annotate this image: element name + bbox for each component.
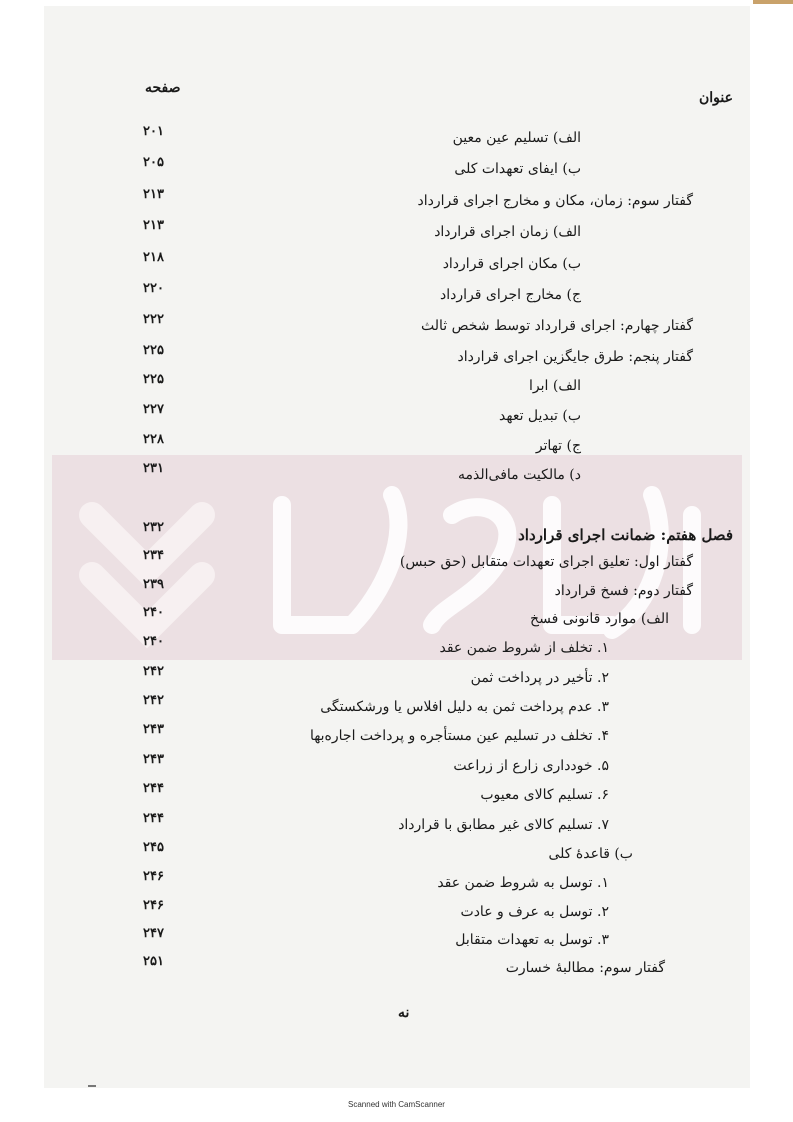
toc-row [0,312,793,336]
toc-entry: ۱. توسل به شروط ضمن عقد [437,875,609,891]
toc-page-number: ۲۴۵ [143,840,164,855]
toc-row [0,926,793,950]
toc-page-number: ۲۴۰ [143,634,164,649]
scanner-footer: Scanned with CamScanner [348,1100,445,1109]
toc-row [0,634,793,658]
toc-page-number: ۲۴۷ [143,926,164,941]
toc-page-number: ۲۴۳ [143,752,164,767]
toc-page-number: ۲۳۹ [143,577,164,592]
toc-entry: الف) تسلیم عین معین [452,130,581,146]
toc-page-number: ۲۳۲ [143,520,164,535]
toc-row [0,664,793,688]
toc-entry: ۲. توسل به عرف و عادت [460,904,609,920]
toc-entry: ج) تهاتر [535,438,581,454]
toc-entry: ج) مخارج اجرای قرارداد [440,287,581,303]
toc-page-number: ۲۴۶ [143,869,164,884]
toc-page-number: ۲۴۶ [143,898,164,913]
toc-row [0,752,793,776]
toc-entry: گفتار سوم: زمان، مکان و مخارج اجرای قرارداد [417,193,693,209]
toc-entry: الف) موارد قانونی فسخ [530,611,669,627]
toc-page-number: ۲۲۲ [143,312,164,327]
toc-page-number: ۲۱۳ [143,218,164,233]
toc-page-number: ۲۰۵ [143,155,164,170]
toc-row [0,954,793,978]
toc-entry: گفتار اول: تعلیق اجرای تعهدات متقابل (حق حبس) [399,554,693,570]
toc-entry: الف) زمان اجرای قرارداد [434,224,581,240]
toc-page-number: ۲۳۱ [143,461,164,476]
toc-row [0,811,793,835]
toc-entry: ب) تبدیل تعهد [499,408,581,424]
toc-entry: ۴. تخلف در تسلیم عین مستأجره و پرداخت اجاره‌بها [309,728,609,744]
toc-entry: ۲. تأخیر در پرداخت ثمن [470,670,609,686]
toc-row [0,124,793,148]
toc-page-number: ۲۰۱ [143,124,164,139]
toc-page-number: ۲۳۴ [143,548,164,563]
toc-entry: گفتار چهارم: اجرای قرارداد توسط شخص ثالث [420,318,693,334]
toc-page-number: ۲۲۵ [143,343,164,358]
toc-row-chapter [0,520,793,544]
toc-entry: ب) مکان اجرای قرارداد [442,256,581,272]
top-margin [0,0,793,6]
toc-row [0,155,793,179]
chapter-heading: فصل هفتم: ضمانت اجرای قرارداد [518,526,733,544]
toc-entry: ۵. خودداری زارع از زراعت [453,758,609,774]
toc-page-number: ۲۴۲ [143,664,164,679]
toc-row [0,343,793,367]
toc-row [0,281,793,305]
toc-row [0,693,793,717]
toc-entry: ۶. تسلیم کالای معیوب [480,787,609,803]
toc-entry: ۳. توسل به تعهدات متقابل [455,932,609,948]
column-header-page: صفحه [145,80,181,96]
toc-page-number: ۲۴۰ [143,605,164,620]
column-header-title: عنوان [699,90,733,106]
toc-row [0,869,793,893]
toc-row [0,548,793,572]
toc-entry: ب) قاعدهٔ کلی [548,846,633,862]
toc-row [0,218,793,242]
toc-entry: ب) ایفای تعهدات کلی [454,161,581,177]
scan-speck [88,1085,96,1087]
toc-page-number: ۲۲۸ [143,432,164,447]
toc-entry: گفتار سوم: مطالبهٔ خسارت [505,960,665,976]
page-number: نه [398,1005,410,1021]
toc-entry: د) مالکیت مافی‌الذمه [458,467,581,483]
toc-page-number: ۲۴۳ [143,722,164,737]
toc-entry: ۱. تخلف از شروط ضمن عقد [439,640,609,656]
toc-row [0,577,793,601]
toc-page-number: ۲۴۲ [143,693,164,708]
toc-row [0,840,793,864]
toc-page-number: ۲۱۳ [143,187,164,202]
toc-page-number: ۲۲۷ [143,402,164,417]
toc-page-number: ۲۲۵ [143,372,164,387]
corner-edge [753,0,793,4]
toc-page-number: ۲۵۱ [143,954,164,969]
toc-row [0,781,793,805]
toc-row [0,250,793,274]
toc-row [0,187,793,211]
toc-row [0,605,793,629]
toc-row [0,461,793,485]
toc-entry: ۷. تسلیم کالای غیر مطابق با قرارداد [398,817,609,833]
toc-row [0,722,793,746]
toc-row [0,432,793,456]
toc-entry: ۳. عدم پرداخت ثمن به دلیل افلاس یا ورشکستگی [320,699,609,715]
toc-entry: الف) ابرا [529,378,581,394]
toc-entry: گفتار دوم: فسخ قرارداد [554,583,693,599]
toc-page-number: ۲۴۴ [143,811,164,826]
toc-row [0,898,793,922]
toc-row [0,402,793,426]
toc-page-number: ۲۲۰ [143,281,164,296]
toc-page-number: ۲۴۴ [143,781,164,796]
toc-page-number: ۲۱۸ [143,250,164,265]
toc-entry: گفتار پنجم: طرق جایگزین اجرای قرارداد [457,349,693,365]
toc-row [0,372,793,396]
